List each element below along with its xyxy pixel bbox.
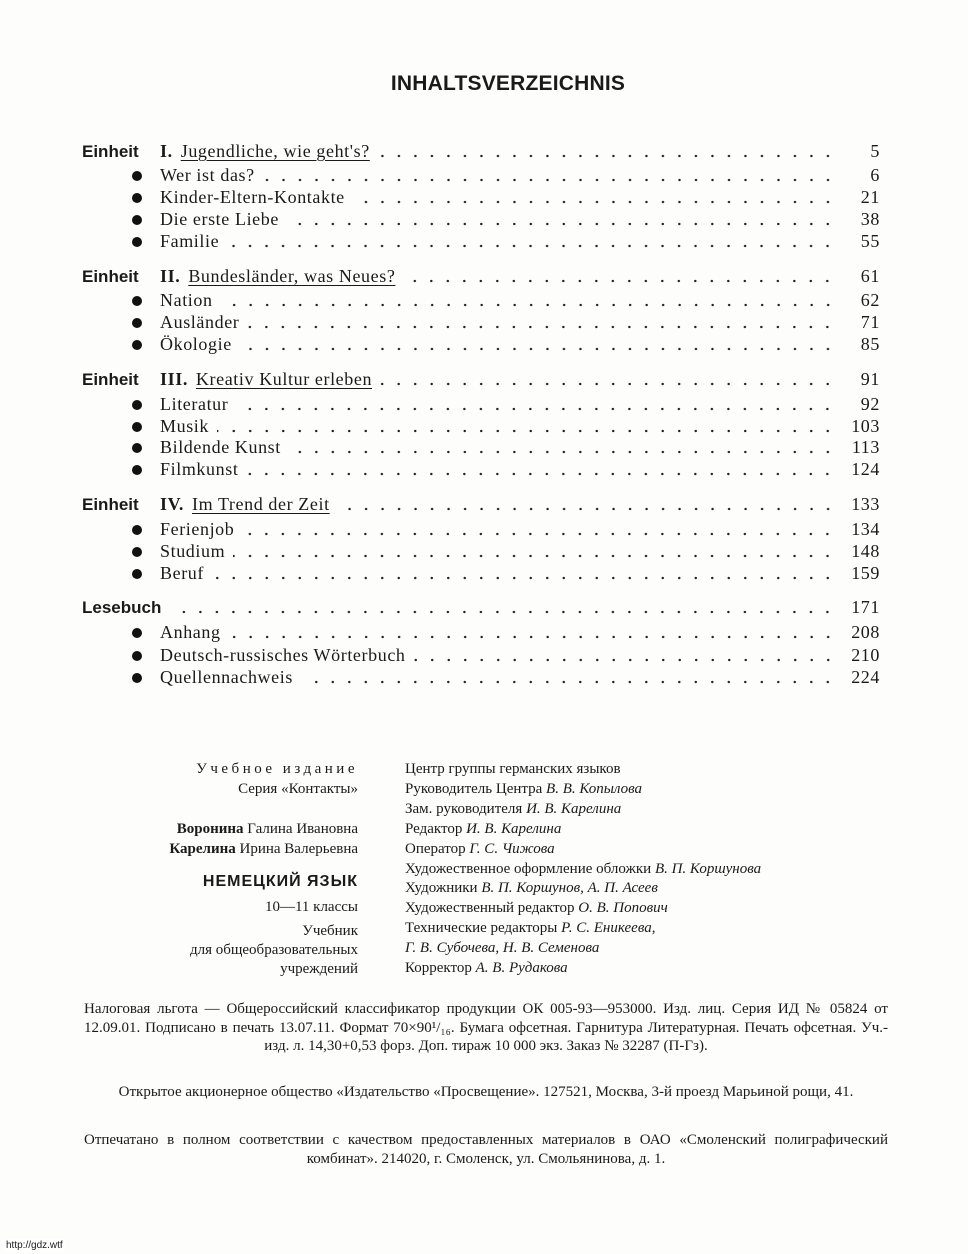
dot-leader [289, 450, 836, 454]
credit-line [405, 760, 761, 780]
dot-leader [414, 658, 836, 662]
credit-line [405, 800, 761, 820]
toc-item[interactable] [82, 622, 880, 644]
dot-leader [353, 200, 836, 204]
bullet-icon [132, 569, 142, 579]
bullet-icon [132, 465, 142, 475]
bullet-icon [132, 547, 142, 557]
bullet-icon [132, 296, 142, 306]
credit-name: Г. С. Чижова [469, 840, 555, 857]
dot-leader [338, 507, 836, 511]
credit-name: И. В. Карелина [526, 800, 622, 817]
printer-info: Отпечатано в полном соответствии с качеством предоставленных материалов в ОАО «Смоленский полиграфический комбинат». 214020, г. Смоленск, ул. Смольянинова, д. 1. [84, 1132, 888, 1167]
toc-item[interactable] [82, 231, 880, 253]
bullet-icon [132, 237, 142, 247]
item-title: Studium [160, 541, 226, 561]
credit-role: Зам. руководителя [405, 800, 523, 817]
page-number: 133 [851, 494, 880, 514]
dot-leader [233, 554, 836, 558]
page-number: 62 [860, 290, 880, 310]
item-title: Ferienjob [160, 519, 235, 539]
dot-leader [217, 429, 836, 433]
credit-line [405, 919, 761, 939]
bullet-icon [132, 340, 142, 350]
dot-leader [301, 680, 836, 684]
item-title: Kinder-Eltern-Kontakte [160, 187, 345, 207]
page-number: 21 [860, 187, 880, 207]
item-title: Familie [160, 231, 220, 251]
dot-leader [263, 178, 836, 182]
bullet-icon [132, 193, 142, 203]
item-title: Musik [160, 416, 210, 436]
item-title: Anhang [160, 622, 221, 642]
dot-leader [287, 222, 836, 226]
book-title: НЕМЕЦКИЙ ЯЗЫК [202, 873, 358, 890]
item-title: Beruf [160, 563, 204, 583]
grades: 10—11 классы [264, 899, 358, 915]
item-title: Literatur [160, 394, 229, 414]
dot-leader [169, 610, 836, 614]
page-number: 134 [851, 519, 880, 539]
credit-role: Редактор [405, 820, 463, 837]
credit-name: Р. С. Еникеева, [561, 920, 656, 937]
page-number: 124 [851, 459, 880, 479]
bullet-icon [132, 171, 142, 181]
toc-item[interactable] [82, 667, 880, 689]
publication-details: Налоговая льгота — Общероссийский классификатор продукции ОК 005-93—953000. Изд. лиц. Серия ИД № 05824 от 12.09.01. Подписано в печать 13.07.11. Формат 70×90¹/₁₆. Бумага офсетная. Гарнитура Литературная. Печать офсетная. Уч.-изд. л. 14,30+0,53 форз. Доп. тираж 10 000 экз. Заказ № 32287 (П-Гз). [84, 1001, 888, 1054]
lesebuch-heading[interactable] [82, 597, 880, 619]
credit-name: Г. В. Субочева, Н. В. Семенова [405, 940, 600, 957]
toc-item[interactable] [82, 645, 880, 667]
page-number: 85 [860, 334, 880, 354]
toc-item[interactable] [82, 290, 880, 312]
toc-item[interactable] [82, 394, 880, 416]
edition-label: Учебное издание [196, 761, 358, 777]
lesebuch-label: Lesebuch [82, 598, 162, 617]
bullet-icon [132, 628, 142, 638]
page-number: 210 [851, 645, 880, 665]
dot-leader [236, 407, 836, 411]
toc-item[interactable] [82, 312, 880, 334]
item-title: Bildende Kunst [160, 437, 281, 457]
credit-name: О. В. Попович [578, 900, 668, 917]
unit-title: Bundesländer, was Neues? [188, 266, 396, 286]
page-number: 92 [860, 394, 880, 414]
unit-label: Einheit [82, 142, 139, 161]
imprint-right [405, 760, 761, 979]
credit-name: В. В. Копылова [546, 780, 643, 797]
page-number: 113 [851, 437, 880, 457]
page-number: 5 [870, 141, 880, 161]
unit-number: IV. [160, 494, 184, 514]
page-number: 148 [851, 541, 880, 561]
credit-line [405, 879, 761, 899]
bullet-icon [132, 422, 142, 432]
credit-line [405, 939, 761, 959]
credit-role: Художественное оформление обложки [405, 860, 652, 877]
item-title: Ausländer [160, 312, 240, 332]
toc-item[interactable] [82, 519, 880, 541]
credit-role: Корректор [405, 960, 472, 977]
dot-leader [378, 154, 836, 158]
toc-item[interactable] [82, 437, 880, 459]
series-label: Серия «Контакты» [238, 781, 358, 797]
dot-leader [221, 303, 836, 307]
bullet-icon [132, 215, 142, 225]
bullet-icon [132, 318, 142, 328]
book-type-1: Учебник [302, 923, 358, 939]
page-number: 208 [851, 622, 880, 642]
bullet-icon [132, 673, 142, 683]
unit-heading[interactable] [82, 141, 880, 163]
credit-role: Художники [405, 880, 478, 897]
credit-role: Художественный редактор [405, 900, 575, 917]
unit-number: II. [160, 266, 181, 286]
credit-line [405, 959, 761, 979]
page-number: 159 [851, 563, 880, 583]
page-number: 224 [851, 667, 880, 687]
credit-line [405, 899, 761, 919]
bullet-icon [132, 443, 142, 453]
author-1: Воронина Галина Ивановна [176, 821, 358, 837]
unit-label: Einheit [82, 370, 139, 389]
item-title: Quellennachweis [160, 667, 293, 687]
dot-leader [246, 472, 836, 476]
dot-leader [227, 244, 836, 248]
toc-item[interactable] [82, 541, 880, 563]
page-number: 55 [860, 231, 880, 251]
bullet-icon [132, 651, 142, 661]
item-title: Nation [160, 290, 213, 310]
dot-leader [240, 347, 836, 351]
unit-heading[interactable] [82, 369, 880, 391]
author-2: Карелина Ирина Валерьевна [169, 841, 358, 857]
credit-line [405, 840, 761, 860]
credit-name: И. В. Карелина [466, 820, 562, 837]
unit-title: Kreativ Kultur erleben [195, 369, 373, 389]
dot-leader [229, 635, 836, 639]
page-title: INHALTSVERZEICHNIS [390, 72, 626, 95]
dot-leader [212, 576, 836, 580]
book-type-3: учреждений [280, 961, 358, 977]
toc-item[interactable] [82, 187, 880, 209]
credit-role: Центр группы германских языков [405, 761, 621, 777]
credit-line [405, 860, 761, 880]
unit-heading[interactable] [82, 494, 880, 516]
dot-leader [403, 279, 836, 283]
unit-number: III. [160, 369, 188, 389]
bullet-icon [132, 400, 142, 410]
item-title: Ökologie [160, 334, 232, 354]
toc-item[interactable] [82, 165, 880, 187]
dot-leader [242, 532, 836, 536]
credit-name: В. П. Коршунова [654, 860, 762, 877]
credit-role: Руководитель Центра [405, 780, 543, 797]
page-number: 6 [870, 165, 880, 185]
credit-line [405, 820, 761, 840]
toc-item[interactable] [82, 563, 880, 585]
book-type-2: для общеобразовательных [189, 942, 358, 958]
unit-number: I. [160, 141, 173, 161]
unit-heading[interactable] [82, 266, 880, 288]
item-title: Deutsch-russisches Wörterbuch [160, 645, 406, 665]
source-link[interactable]: http://gdz.wtf [6, 1240, 63, 1251]
bullet-icon [132, 525, 142, 535]
toc-item[interactable] [82, 459, 880, 481]
unit-label: Einheit [82, 267, 139, 286]
toc-item[interactable] [82, 416, 880, 438]
dot-leader [380, 382, 836, 386]
toc-item[interactable] [82, 334, 880, 356]
unit-title: Im Trend der Zeit [191, 494, 330, 514]
page-number: 61 [860, 266, 880, 286]
item-title: Filmkunst [160, 459, 239, 479]
dot-leader [247, 325, 836, 329]
publisher-address: Открытое акционерное общество «Издательство «Просвещение». 127521, Москва, 3-й проезд Марьиной рощи, 41. [118, 1084, 854, 1100]
item-title: Wer ist das? [160, 165, 255, 185]
credit-role: Технические редакторы [405, 920, 558, 937]
credit-role: Оператор [405, 840, 466, 857]
page-number: 71 [860, 312, 880, 332]
item-title: Die erste Liebe [160, 209, 279, 229]
page-number: 91 [860, 369, 880, 389]
unit-title: Jugendliche, wie geht's? [180, 141, 370, 161]
credit-name: А. В. Рудакова [475, 960, 568, 977]
page-number: 171 [851, 597, 880, 617]
page-number: 38 [860, 209, 880, 229]
toc-item[interactable] [82, 209, 880, 231]
credit-name: В. П. Коршунов, А. П. Асеев [481, 880, 658, 897]
credit-line [405, 780, 761, 800]
unit-label: Einheit [82, 495, 139, 514]
page-number: 103 [851, 416, 880, 436]
